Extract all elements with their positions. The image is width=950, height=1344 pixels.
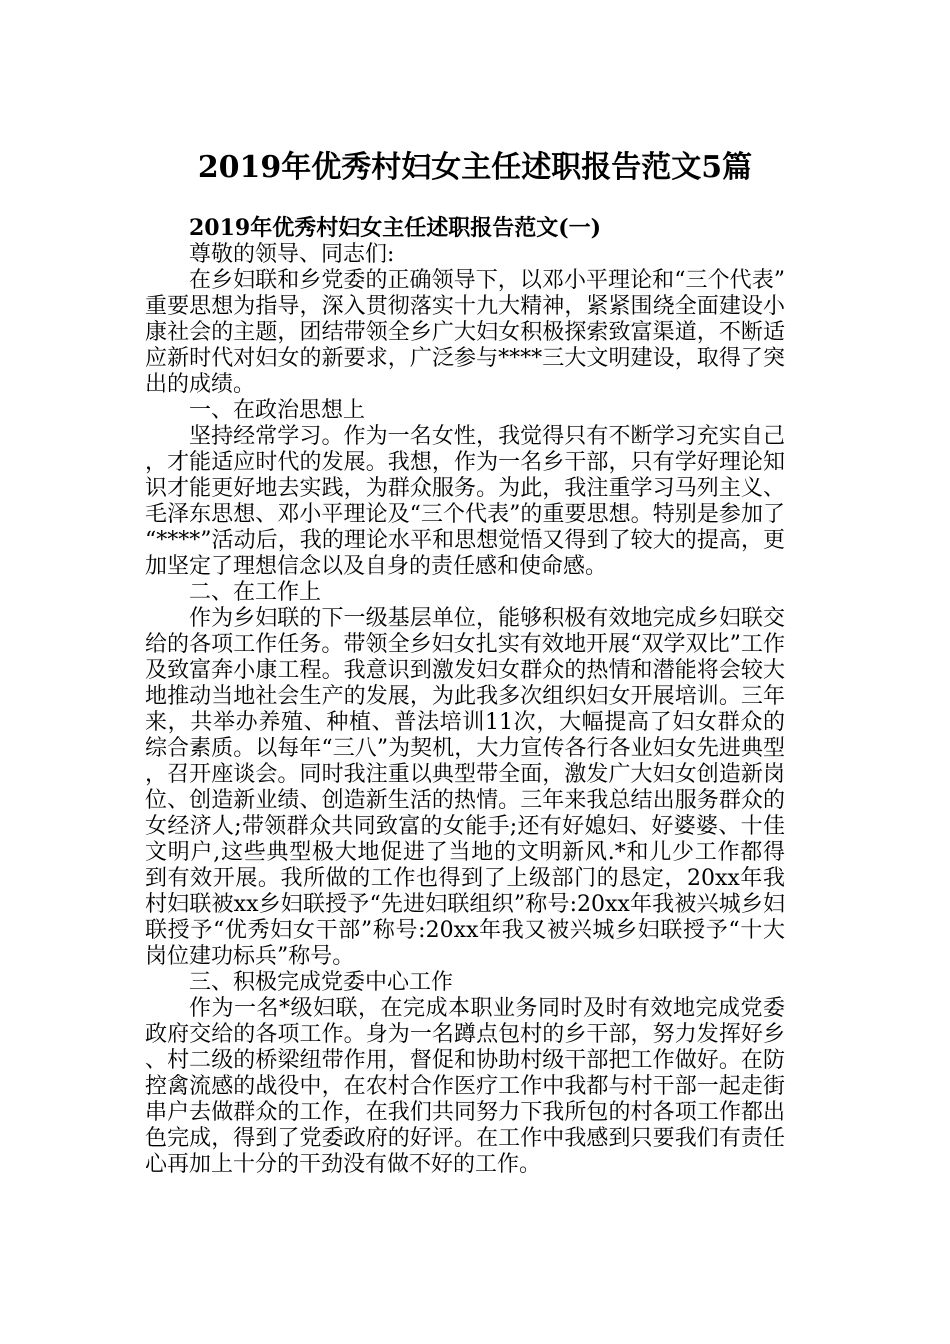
document-title: 2019年优秀村妇女主任述职报告范文5篇: [197, 150, 753, 185]
intro-paragraph: 在乡妇联和乡党委的正确领导下，以邓小平理论和“三个代表”重要思想为指导，深入贯彻落实十九大精神，紧紧围绕全面建设小康社会的主题，团结带领全乡广大妇女积极探索致富渠道，不断适应新时代对妇女的新要求，广泛参与****三大文明建设，取得了突出的成绩。: [145, 268, 785, 397]
heading-work: 二、在工作上: [189, 580, 322, 605]
salutation: 尊敬的领导、同志们:: [189, 242, 395, 267]
heading-party-work: 三、积极完成党委中心工作: [189, 970, 454, 995]
paragraph-party-work: 作为一名*级妇联，在完成本职业务同时及时有效地完成党委政府交给的各项工作。身为一名蹲点包村的乡干部，努力发挥好乡、村二级的桥梁纽带作用，督促和协助村级干部把工作做好。在防控禽流感的战役中，在农村合作医疗工作中我都与村干部一起走街串户去做群众的工作，在我们共同努力下我所包的村各项工作都出色完成，得到了党委政府的好评。在工作中我感到只要我们有责任心再加上十分的干劲没有做不好的工作。: [145, 996, 785, 1177]
paragraph-political-thought: 坚持经常学习。作为一名女性，我觉得只有不断学习充实自己，才能适应时代的发展。我想，作为一名乡干部，只有学好理论知识才能更好地去实践，为群众服务。为此，我注重学习马列主义、毛泽东思想、邓小平理论及“三个代表”的重要思想。特别是参加了“****”活动后，我的理论水平和思想觉悟又得到了较大的提高，更加坚定了理想信念以及自身的责任感和使命感。: [145, 424, 785, 579]
paragraph-work: 作为乡妇联的下一级基层单位，能够积极有效地完成乡妇联交给的各项工作任务。带领全乡妇女扎实有效地开展“双学双比”工作及致富奔小康工程。我意识到激发妇女群众的热情和潜能将会较大地推动当地社会生产的发展，为此我多次组织妇女开展培训。三年来，共举办养殖、种植、普法培训11次，大幅提高了妇女群众的综合素质。以每年“三八”为契机，大力宣传各行各业妇女先进典型，召开座谈会。同时我注重以典型带全面，激发广大妇女创造新岗位、创造新业绩、创造新生活的热情。三年来我总结出服务群众的女经济人;带领群众共同致富的女能手;还有好媳妇、好婆婆、十佳文明户,这些典型极大地促进了当地的文明新风.*和儿少工作都得到有效开展。我所做的工作也得到了上级部门的恳定，20xx年我村妇联被xx乡妇联授予“先进妇联组织”称号:20xx年我被兴城乡妇联授予“优秀妇女干部”称号:20xx年我又被兴城乡妇联授予“十大岗位建功标兵”称号。: [145, 606, 785, 969]
section-title: 2019年优秀村妇女主任述职报告范文(一): [189, 215, 602, 241]
heading-political-thought: 一、在政治思想上: [189, 398, 366, 423]
document-body: [145, 214, 785, 1178]
